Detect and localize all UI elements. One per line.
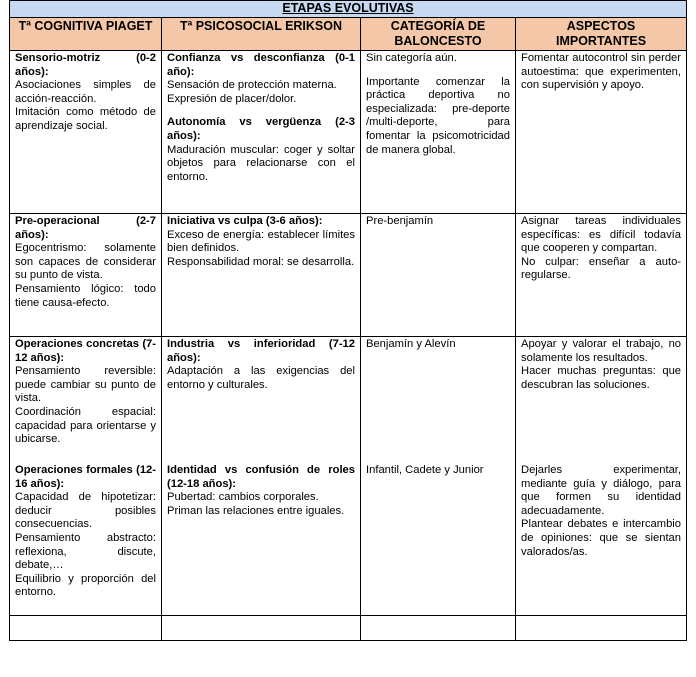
table-row (10, 337, 687, 464)
blank-cell (361, 616, 516, 641)
blank-cell (516, 616, 687, 641)
stage-item: Adaptación a las exigencias del entorno y culturales. (167, 365, 355, 391)
table-row (10, 214, 687, 337)
stage-title: Operaciones formales (12-16 años): (15, 464, 156, 490)
cell-aspects (516, 214, 687, 337)
cell-aspects (516, 337, 687, 464)
stage-item: Pensamiento lógico: todo tiene causa-efecto. (15, 282, 156, 309)
cell-aspects (516, 463, 687, 616)
stage-item: Coordinación espacial: capacidad para orientarse y ubicarse. (15, 405, 156, 446)
stage-item: Expresión de placer/dolor. (167, 92, 297, 105)
stages-table (9, 0, 687, 641)
cell-erikson (162, 337, 361, 464)
stage-item: Capacidad de hipotetizar: deducir posibles consecuencias. (15, 491, 156, 531)
aspect-item: Fomentar autocontrol sin perder autoestima: que experimenten, con supervisión y apoyo. (521, 52, 682, 92)
stage-item: Equilibrio y proporción del entorno. (15, 572, 156, 599)
stage-title: Pre-operacional (2-7 años): (15, 215, 156, 241)
stage-title: Operaciones concretas (7-12 años): (15, 338, 156, 364)
table-row (10, 463, 687, 616)
stage-item: Imitación como método de aprendizaje social. (15, 106, 156, 132)
stage-item: Egocentrismo: solamente son capaces de considerar su punto de vista. (15, 242, 156, 282)
stage-item: Exceso de energía: establecer límites bien definidos. (167, 228, 355, 255)
cell-category (361, 51, 516, 214)
blank-cell (162, 616, 361, 641)
table-row (10, 51, 687, 214)
aspect-item: Hacer muchas preguntas: que descubran las soluciones. (521, 365, 682, 391)
blank-cell (10, 616, 162, 641)
category-item: Sin categoría aún. (366, 52, 457, 64)
cell-erikson (162, 51, 361, 214)
cell-piaget (10, 214, 162, 337)
cell-erikson (162, 214, 361, 337)
stage-item: Pubertad: cambios corporales. (167, 491, 319, 504)
stage-title: Industria vs inferioridad (7-12 años): (167, 338, 355, 364)
cell-category (361, 463, 516, 616)
stage-title: Iniciativa vs culpa (3-6 años): (167, 215, 323, 227)
cell-piaget (10, 337, 162, 464)
stage-item: Pensamiento reversible: puede cambiar su punto de vista. (15, 365, 156, 405)
stage-item: Maduración muscular: coger y soltar objetos para relacionarse con el entorno. (167, 143, 355, 183)
cell-aspects (516, 51, 687, 214)
category-item: Importante comenzar la práctica deportiva no especializada: pre-deporte /multi-deporte, para fomentar la psicomotricidad de manera global. (366, 75, 510, 156)
cell-category (361, 214, 516, 337)
header-piaget: Tª COGNITIVA PIAGET (10, 18, 162, 51)
header-aspects: ASPECTOS IMPORTANTES (516, 18, 687, 51)
stage-title: Autonomía vs vergüenza (2-3 años): (167, 116, 355, 142)
cell-category (361, 337, 516, 464)
cell-piaget (10, 463, 162, 616)
stage-item: Sensación de protección materna. (167, 79, 337, 92)
aspect-item: Apoyar y valorar el trabajo, no solamente los resultados. (521, 338, 682, 364)
aspect-item: Asignar tareas individuales específicas: es difícil todavía que cooperen y compartan. (521, 215, 682, 255)
aspect-item: Dejarles experimentar, mediante guía y diálogo, para que formen su identidad adecuadamente. (521, 464, 682, 517)
stage-item: Asociaciones simples de acción-reacción. (15, 79, 156, 105)
cell-piaget (10, 51, 162, 214)
stage-title: Confianza vs desconfianza (0-1 año): (167, 52, 355, 78)
stage-item: Responsabilidad moral: se desarrolla. (167, 255, 355, 268)
stage-item: Priman las relaciones entre iguales. (167, 504, 345, 517)
stage-item: Pensamiento abstracto: reflexiona, discute, debate,… (15, 531, 156, 572)
header-category: CATEGORÍA DE BALONCESTO (361, 18, 516, 51)
aspect-item: Plantear debates e intercambio de opiniones: que se sientan valorados/as. (521, 518, 682, 558)
cell-erikson (162, 463, 361, 616)
blank-row (10, 616, 687, 641)
category-item: Pre-benjamín (366, 215, 434, 227)
stage-title: Identidad vs confusión de roles (12-18 años): (167, 464, 355, 490)
header-erikson: Tª PSICOSOCIAL ERIKSON (162, 18, 361, 51)
table-title: ETAPAS EVOLUTIVAS (10, 1, 687, 18)
aspect-item: No culpar: enseñar a auto-regularse. (521, 255, 682, 282)
category-item: Infantil, Cadete y Junior (366, 464, 484, 476)
category-item: Benjamín y Alevín (366, 338, 456, 350)
stage-title: Sensorio-motriz (0-2 años): (15, 52, 156, 78)
